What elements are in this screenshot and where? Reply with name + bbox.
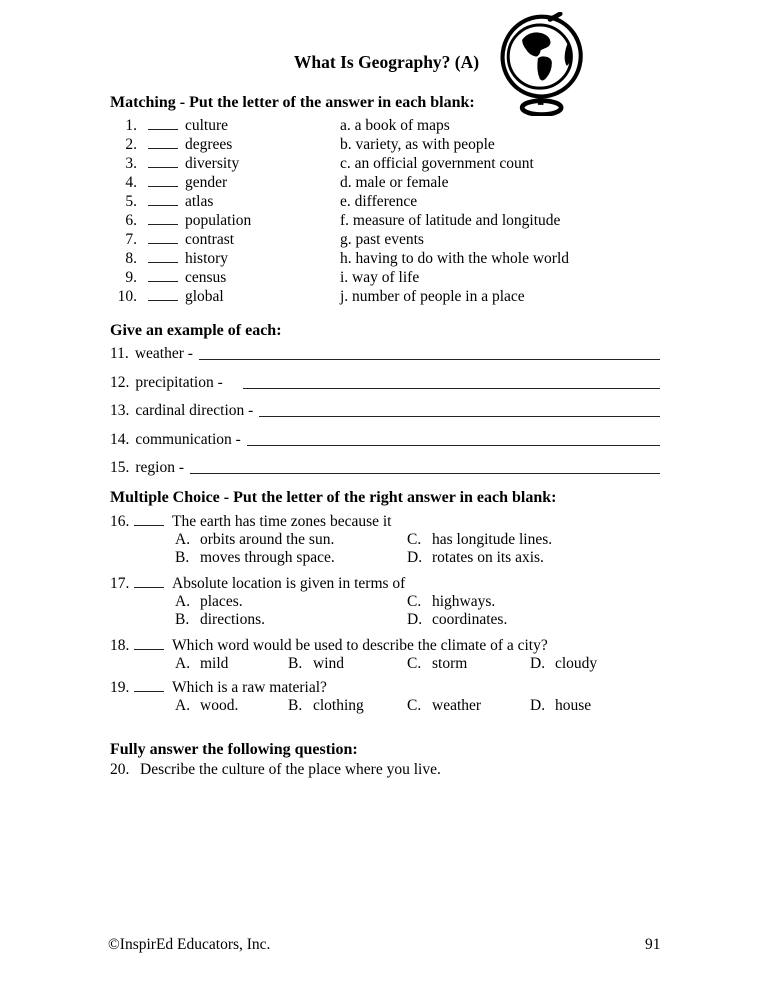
option-text: orbits around the sun. bbox=[200, 530, 335, 548]
option-letter: D. bbox=[530, 654, 546, 672]
item-number: 19. bbox=[110, 679, 130, 696]
example-label: weather - bbox=[134, 345, 193, 362]
example-label: region - bbox=[135, 459, 185, 476]
option-text: house bbox=[555, 697, 592, 714]
matching-term: gender bbox=[185, 174, 228, 191]
matching-row bbox=[110, 116, 773, 135]
option-letter: A. bbox=[175, 697, 191, 714]
option-text: directions. bbox=[200, 611, 265, 628]
answer-blank bbox=[134, 637, 164, 650]
essay-heading: Fully answer the following question: bbox=[110, 740, 358, 758]
item-number: 4. bbox=[125, 174, 137, 191]
essay-text: Describe the culture of the place where you live. bbox=[140, 760, 441, 778]
mc-question-17 bbox=[110, 574, 773, 630]
option bbox=[407, 611, 773, 630]
option bbox=[288, 697, 407, 716]
option-letter: C. bbox=[407, 697, 422, 714]
item-number: 13. bbox=[110, 402, 130, 419]
option-letter: C. bbox=[407, 592, 422, 610]
option bbox=[175, 655, 288, 674]
matching-term: diversity bbox=[185, 155, 240, 172]
option-letter: A. bbox=[175, 654, 191, 672]
option bbox=[407, 697, 530, 716]
option bbox=[175, 611, 407, 630]
option-letter: B. bbox=[175, 611, 190, 628]
write-in-line bbox=[243, 388, 660, 389]
option-text: moves through space. bbox=[200, 549, 335, 566]
answer-blank bbox=[148, 250, 178, 263]
item-number: 1. bbox=[125, 117, 137, 134]
matching-row bbox=[110, 249, 773, 268]
write-in-line bbox=[259, 416, 660, 417]
matching-row bbox=[110, 287, 773, 306]
item-number: 2. bbox=[125, 136, 137, 153]
option-letter: B. bbox=[288, 697, 303, 714]
option-text: storm bbox=[432, 654, 468, 672]
matching-definition: c. an official government count bbox=[340, 155, 534, 172]
item-number: 11. bbox=[110, 345, 129, 362]
example-row bbox=[110, 402, 660, 420]
examples-list bbox=[0, 345, 773, 477]
matching-definition: b. variety, as with people bbox=[340, 136, 495, 153]
answer-blank bbox=[148, 212, 178, 225]
item-number: 6. bbox=[125, 212, 137, 229]
answer-blank bbox=[148, 174, 178, 187]
question-text: Which word would be used to describe the climate of a city? bbox=[172, 636, 548, 654]
option-letter: B. bbox=[175, 549, 190, 566]
essay-question bbox=[110, 760, 773, 780]
option-letter: C. bbox=[407, 654, 422, 672]
matching-definition: e. difference bbox=[340, 193, 418, 210]
matching-definition: a. a book of maps bbox=[340, 117, 450, 134]
option bbox=[175, 697, 288, 716]
option bbox=[530, 697, 773, 716]
footer-copyright: ©InspirEd Educators, Inc. bbox=[108, 936, 271, 953]
option-letter: C. bbox=[407, 530, 422, 548]
option-text: rotates on its axis. bbox=[432, 549, 544, 566]
example-row bbox=[110, 431, 660, 449]
answer-blank bbox=[148, 117, 178, 130]
option-text: places. bbox=[200, 592, 243, 610]
matching-row bbox=[110, 135, 773, 154]
examples-heading: Give an example of each: bbox=[110, 322, 282, 339]
matching-definition: i. way of life bbox=[340, 269, 420, 286]
page-title: What Is Geography? (A) bbox=[293, 52, 480, 72]
matching-row bbox=[110, 154, 773, 173]
example-label: communication - bbox=[135, 430, 241, 448]
mc-question-16 bbox=[110, 512, 773, 568]
globe-icon bbox=[497, 12, 590, 116]
answer-blank bbox=[148, 269, 178, 282]
matching-term: atlas bbox=[185, 193, 214, 210]
answer-blank bbox=[148, 288, 178, 301]
item-number: 3. bbox=[125, 155, 137, 172]
matching-definition: d. male or female bbox=[340, 174, 449, 191]
item-number: 16. bbox=[110, 512, 130, 530]
item-number: 5. bbox=[125, 193, 137, 210]
matching-term: census bbox=[185, 269, 227, 286]
option-letter: D. bbox=[407, 549, 423, 566]
matching-row bbox=[110, 173, 773, 192]
matching-term: culture bbox=[185, 117, 229, 134]
matching-row bbox=[110, 211, 773, 230]
answer-blank bbox=[148, 231, 178, 244]
option-text: mild bbox=[200, 654, 229, 672]
matching-term: history bbox=[185, 250, 229, 267]
write-in-line bbox=[190, 473, 660, 474]
matching-term: degrees bbox=[185, 136, 233, 153]
option-text: clothing bbox=[313, 697, 364, 714]
item-number: 17. bbox=[110, 574, 130, 592]
option bbox=[407, 531, 773, 550]
answer-blank bbox=[134, 679, 164, 692]
matching-definition: h. having to do with the whole world bbox=[340, 250, 570, 267]
question-text: Absolute location is given in terms of bbox=[172, 574, 406, 592]
option-letter: D. bbox=[407, 611, 423, 628]
matching-term: contrast bbox=[185, 231, 235, 248]
matching-row bbox=[110, 268, 773, 287]
answer-blank bbox=[148, 136, 178, 149]
item-number: 8. bbox=[125, 250, 137, 267]
option bbox=[175, 531, 407, 550]
matching-row bbox=[110, 230, 773, 249]
option bbox=[175, 549, 407, 568]
item-number: 15. bbox=[110, 459, 130, 476]
answer-blank bbox=[134, 513, 164, 526]
write-in-line bbox=[199, 359, 660, 360]
option-text: weather bbox=[432, 697, 482, 714]
option bbox=[288, 655, 407, 674]
example-label: precipitation - bbox=[135, 373, 223, 391]
answer-blank bbox=[148, 193, 178, 206]
option bbox=[530, 655, 773, 674]
item-number: 7. bbox=[125, 231, 137, 248]
example-label: cardinal direction - bbox=[135, 402, 254, 419]
answer-blank bbox=[148, 155, 178, 168]
option-letter: A. bbox=[175, 592, 191, 610]
item-number: 12. bbox=[110, 373, 130, 391]
option-text: highways. bbox=[432, 592, 496, 610]
option-text: has longitude lines. bbox=[432, 530, 553, 548]
item-number: 10. bbox=[117, 288, 137, 305]
matching-definition: j. number of people in a place bbox=[340, 288, 525, 305]
item-number: 9. bbox=[125, 269, 137, 286]
item-number: 20. bbox=[110, 760, 130, 778]
matching-definition: g. past events bbox=[340, 231, 424, 248]
footer-page-number: 91 bbox=[645, 936, 661, 953]
option bbox=[407, 655, 530, 674]
example-row bbox=[110, 459, 660, 477]
multiple-choice-heading: Multiple Choice - Put the letter of the right answer in each blank: bbox=[110, 488, 557, 506]
option-letter: B. bbox=[288, 654, 303, 672]
question-text: Which is a raw material? bbox=[172, 679, 327, 696]
matching-term: population bbox=[185, 212, 252, 229]
option bbox=[407, 593, 773, 612]
mc-question-19 bbox=[110, 678, 773, 716]
question-text: The earth has time zones because it bbox=[172, 512, 392, 530]
option bbox=[407, 549, 773, 568]
item-number: 18. bbox=[110, 636, 130, 654]
example-row bbox=[110, 345, 660, 363]
matching-heading: Matching - Put the letter of the answer in each blank: bbox=[110, 94, 475, 111]
option-text: coordinates. bbox=[432, 611, 508, 628]
option-text: wood. bbox=[200, 697, 239, 714]
option-text: wind bbox=[313, 654, 344, 672]
option-letter: D. bbox=[530, 697, 546, 714]
option bbox=[175, 593, 407, 612]
option-letter: A. bbox=[175, 530, 191, 548]
matching-list bbox=[0, 116, 773, 306]
write-in-line bbox=[247, 445, 660, 446]
matching-term: global bbox=[185, 288, 224, 305]
answer-blank bbox=[134, 575, 164, 588]
matching-definition: f. measure of latitude and longitude bbox=[340, 212, 561, 229]
example-row bbox=[110, 374, 660, 392]
matching-row bbox=[110, 192, 773, 211]
item-number: 14. bbox=[110, 430, 130, 448]
mc-question-18 bbox=[110, 636, 773, 674]
option-text: cloudy bbox=[555, 654, 598, 672]
